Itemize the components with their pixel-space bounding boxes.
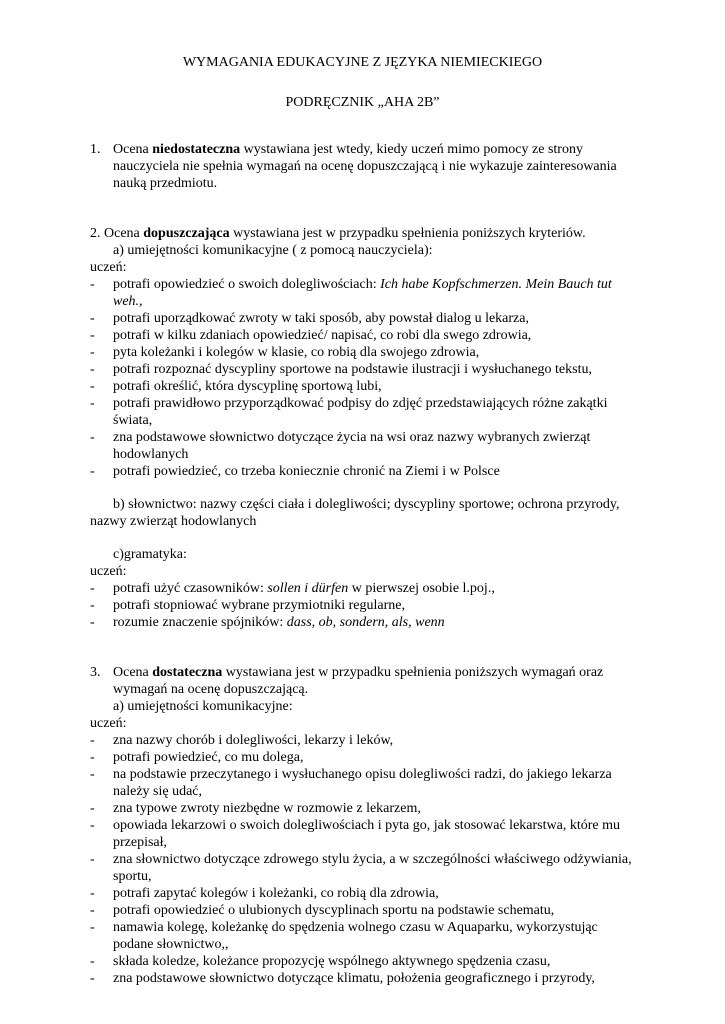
section3-a-heading: a) umiejętności komunikacyjne: bbox=[113, 699, 293, 714]
list-item-continuation: należy się udać, bbox=[113, 784, 203, 799]
text: Ocena bbox=[113, 665, 153, 680]
bullet-dash: - bbox=[90, 581, 95, 596]
list-item-continuation: przepisał, bbox=[113, 835, 168, 850]
list-item: potrafi zapytać kolegów i koleżanki, co robią dla zdrowia, bbox=[113, 886, 439, 901]
text: wystawiana jest w przypadku spełnienia poniższych kryteriów. bbox=[229, 226, 586, 241]
list-item: potrafi określić, która dyscyplinę sportową lubi, bbox=[113, 379, 382, 394]
example-phrase: Ich habe Kopfschmerzen. Mein Bauch tut bbox=[380, 277, 612, 292]
list-item-continuation: podane słownictwo,, bbox=[113, 937, 229, 952]
section2-a-heading: a) umiejętności komunikacyjne ( z pomocą nauczyciela): bbox=[113, 243, 433, 258]
bullet-dash: - bbox=[90, 750, 95, 765]
bullet-dash: - bbox=[90, 818, 95, 833]
list-item: potrafi powiedzieć, co trzeba koniecznie chronić na Ziemi i w Polsce bbox=[113, 464, 500, 479]
list-item-continuation: świata, bbox=[113, 413, 153, 428]
bullet-dash: - bbox=[90, 362, 95, 377]
text: potrafi opowiedzieć o swoich dolegliwościach: bbox=[113, 277, 381, 292]
list-item: składa koledze, koleżance propozycję wspólnego aktywnego spędzenia czasu, bbox=[113, 954, 551, 969]
example-phrase: weh., bbox=[113, 294, 143, 309]
section2-b-line1: b) słownictwo: nazwy części ciała i dolegliwości; dyscypliny sportowe; ochrona przyrody, bbox=[113, 497, 620, 512]
bullet-dash: - bbox=[90, 328, 95, 343]
list-item: potrafi rozpoznać dyscypliny sportowe na podstawie ilustracji i wysłuchanego tekstu, bbox=[113, 362, 592, 377]
document-subtitle: PODRĘCZNIK „AHA 2B” bbox=[285, 95, 440, 110]
text: wystawiana jest w przypadku spełnienia poniższych wymagań oraz bbox=[222, 665, 604, 680]
bullet-dash: - bbox=[90, 345, 95, 360]
section1-line1 bbox=[113, 141, 583, 158]
list-item: potrafi uporządkować zwroty w taki sposób, aby powstał dialog u lekarza, bbox=[113, 311, 529, 326]
bullet-dash: - bbox=[90, 903, 95, 918]
grade-name: dopuszczająca bbox=[143, 226, 230, 241]
section2-uczen-label: uczeń: bbox=[90, 260, 127, 275]
section3-number: 3. bbox=[90, 665, 101, 680]
section2-line1 bbox=[90, 225, 586, 242]
bullet-dash: - bbox=[90, 598, 95, 613]
list-item: potrafi w kilku zdaniach opowiedzieć/ napisać, co robi dla swego zdrowia, bbox=[113, 328, 532, 343]
example-phrase: dass, ob, sondern, als, wenn bbox=[286, 615, 445, 630]
list-item: zna typowe zwroty niezbędne w rozmowie z lekarzem, bbox=[113, 801, 421, 816]
bullet-dash: - bbox=[90, 615, 95, 630]
bullet-dash: - bbox=[90, 954, 95, 969]
text: potrafi użyć czasowników: bbox=[113, 581, 268, 596]
list-item-continuation: sportu, bbox=[113, 869, 152, 884]
section1-line3: nauką przedmiotu. bbox=[113, 176, 218, 191]
list-item: zna podstawowe słownictwo dotyczące życia na wsi oraz nazwy wybranych zwierząt bbox=[113, 430, 591, 445]
section2-c-heading: c)gramatyka: bbox=[113, 547, 187, 562]
text: rozumie znaczenie spójników: bbox=[113, 615, 287, 630]
section3-uczen-label: uczeń: bbox=[90, 716, 127, 731]
list-item: potrafi stopniować wybrane przymiotniki regularne, bbox=[113, 598, 405, 613]
list-item bbox=[113, 580, 495, 597]
bullet-dash: - bbox=[90, 767, 95, 782]
list-item: zna nazwy chorób i dolegliwości, lekarzy i leków, bbox=[113, 733, 394, 748]
text: Ocena bbox=[113, 142, 153, 157]
section2-b-line2: nazwy zwierząt hodowlanych bbox=[90, 514, 257, 529]
document-title: WYMAGANIA EDUKACYJNE Z JĘZYKA NIEMIECKIEGO bbox=[182, 55, 543, 70]
section1-line2: nauczyciela nie spełnia wymagań na ocenę dopuszczającą i nie wykazuje zainteresowania bbox=[113, 159, 617, 174]
list-item: zna słownictwo dotyczące zdrowego stylu życia, a w szczególności właściwego odżywiania, bbox=[113, 852, 632, 867]
list-item-continuation: hodowlanych bbox=[113, 447, 189, 462]
text: wystawiana jest wtedy, kiedy uczeń mimo pomocy ze strony bbox=[240, 142, 583, 157]
example-phrase: sollen i dürfen bbox=[267, 581, 349, 596]
text: 2. Ocena bbox=[90, 226, 144, 241]
list-item bbox=[113, 614, 445, 631]
section3-line2: wymagań na ocenę dopuszczającą. bbox=[113, 682, 309, 697]
list-item: na podstawie przeczytanego i wysłuchanego opisu dolegliwości radzi, do jakiego lekarza bbox=[113, 767, 612, 782]
list-item-continuation bbox=[113, 293, 143, 310]
bullet-dash: - bbox=[90, 464, 95, 479]
bullet-dash: - bbox=[90, 733, 95, 748]
list-item: pyta koleżanki i kolegów w klasie, co robią dla swojego zdrowia, bbox=[113, 345, 480, 360]
section2-uczen-label-2: uczeń: bbox=[90, 564, 127, 579]
list-item: namawia kolegę, koleżankę do spędzenia wolnego czasu w Aquaparku, wykorzystując bbox=[113, 920, 598, 935]
grade-name: dostateczna bbox=[152, 665, 223, 680]
list-item: zna podstawowe słownictwo dotyczące klimatu, położenia geograficznego i przyrody, bbox=[113, 971, 595, 986]
bullet-dash: - bbox=[90, 886, 95, 901]
list-item: opowiada lekarzowi o swoich dolegliwościach i pyta go, jak stosować lekarstwa, które mu bbox=[113, 818, 620, 833]
bullet-dash: - bbox=[90, 852, 95, 867]
text: w pierwszej osobie l.poj., bbox=[348, 581, 495, 596]
bullet-dash: - bbox=[90, 311, 95, 326]
bullet-dash: - bbox=[90, 971, 95, 986]
bullet-dash: - bbox=[90, 920, 95, 935]
bullet-dash: - bbox=[90, 801, 95, 816]
bullet-dash: - bbox=[90, 277, 95, 292]
bullet-dash: - bbox=[90, 379, 95, 394]
section1-number: 1. bbox=[90, 142, 101, 157]
grade-name: niedostateczna bbox=[152, 142, 241, 157]
list-item: potrafi powiedzieć, co mu dolega, bbox=[113, 750, 304, 765]
bullet-dash: - bbox=[90, 396, 95, 411]
section3-line1 bbox=[113, 664, 603, 681]
bullet-dash: - bbox=[90, 430, 95, 445]
list-item: potrafi opowiedzieć o ulubionych dyscyplinach sportu na podstawie schematu, bbox=[113, 903, 555, 918]
list-item bbox=[113, 276, 612, 293]
list-item: potrafi prawidłowo przyporządkować podpisy do zdjęć przedstawiających różne zakątki bbox=[113, 396, 608, 411]
